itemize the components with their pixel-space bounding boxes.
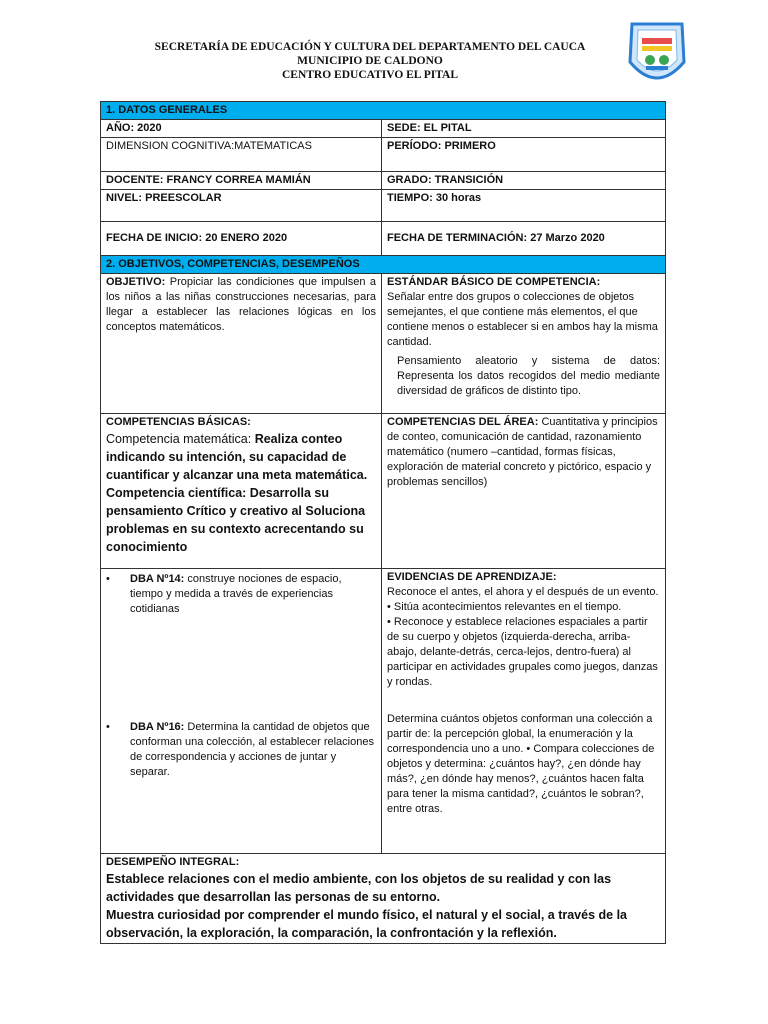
- desempeno-integral-cell: [101, 854, 666, 944]
- evidencia-1: Reconoce el antes, el ahora y el después de un evento.: [387, 586, 659, 598]
- competencia-cientifica: Competencia científica: Desarrolla su pensamiento Crítico y creativo al Soluciona problemas en su contexto acrecentando su conocimiento: [106, 486, 366, 554]
- estandar-label: ESTÁNDAR BÁSICO DE COMPETENCIA:: [387, 276, 601, 288]
- bullet-icon: •: [106, 573, 110, 585]
- evidencia-4: Determina cuántos objetos conforman una colección a partir de: la percepción global, la enumeración y la correspondencia uno a uno. • Compara colecciones de objetos y determina: ¿cuántos hay?, ¿en dónde hay más?, ¿en dónde hay menos?, ¿cuántos hacen falta para tener la misma cantidad?, ¿cuántos le sobran?, entre otras.: [387, 713, 655, 815]
- evidencias-cell: [382, 569, 666, 854]
- desempeno-text-2: Muestra curiosidad por comprender el mundo físico, el natural y el social, a través de la observación, la exploración, la comparación, la confrontación y la reflexión.: [106, 908, 627, 940]
- planning-table: [100, 101, 666, 944]
- sede-cell: SEDE: EL PITAL: [382, 120, 666, 138]
- document-header: [120, 40, 620, 82]
- competencias-basicas-label: COMPETENCIAS BÁSICAS:: [106, 416, 251, 428]
- competencia-matematica-label: Competencia matemática:: [106, 432, 252, 446]
- competencias-area-text: Cuantitativa y principios de conteo, comunicación de cantidad, razonamiento matemático (numero –cantidad, formas físicas, exploración de material concreto y pictórico, espacio y problemas sencillos): [387, 416, 658, 488]
- competencia-matematica-text: Realiza conteo indicando su intención, su capacidad de cuantificar y alcanzar una meta matemática.: [106, 432, 368, 482]
- bullet-icon: •: [106, 721, 110, 733]
- dimension-cell: DIMENSION COGNITIVA:MATEMATICAS: [101, 138, 382, 172]
- dba-16-text: Determina la cantidad de objetos que conforman una colección, al establecer relaciones de correspondencia y acciones de juntar y separar.: [130, 721, 374, 778]
- dba-16-item: [106, 720, 376, 780]
- objetivo-label: OBJETIVO:: [106, 276, 166, 288]
- header-line-2: MUNICIPIO DE CALDONO: [297, 55, 443, 67]
- evidencia-2: • Sitúa acontecimientos relevantes en el tiempo.: [387, 601, 622, 613]
- header-line-3: CENTRO EDUCATIVO EL PITAL: [281, 69, 459, 81]
- desempeno-text-1: Establece relaciones con el medio ambiente, con los objetos de su realidad y con las actividades que desarrollan las personas de su entorno.: [106, 872, 612, 904]
- nivel-cell: NIVEL: PREESCOLAR: [101, 190, 382, 222]
- dba-16-label: DBA Nº16:: [130, 721, 185, 733]
- fecha-inicio-cell: FECHA DE INICIO: 20 ENERO 2020: [101, 222, 382, 256]
- header-line-1: SECRETARÍA DE EDUCACIÓN Y CULTURA DEL DEPARTAMENTO DEL CAUCA: [154, 41, 586, 53]
- anio-cell: AÑO: 2020: [101, 120, 382, 138]
- dba-14-label: DBA Nº14:: [130, 573, 185, 585]
- section-2-title: 2. OBJETIVOS, COMPETENCIAS, DESEMPEÑOS: [101, 256, 666, 274]
- estandar-text-2: Pensamiento aleatorio y sistema de datos: Representa los datos recogidos del medio mediante diversidad de gráficos de distinto tipo.: [397, 355, 661, 397]
- periodo-cell: PERÍODO: PRIMERO: [382, 138, 666, 172]
- tiempo-cell: TIEMPO: 30 horas: [382, 190, 666, 222]
- estandar-text: Señalar entre dos grupos o colecciones de objetos semejantes, el que contiene más elementos, el que contiene menos o establecer si en ambos hay la misma cantidad.: [387, 291, 658, 348]
- evidencias-label: EVIDENCIAS DE APRENDIZAJE:: [387, 571, 557, 583]
- competencia-matematica: [106, 430, 376, 484]
- dba-cell: [101, 569, 382, 854]
- grado-cell: GRADO: TRANSICIÓN: [382, 172, 666, 190]
- competencias-basicas-cell: [101, 414, 382, 569]
- desempeno-label: DESEMPEÑO INTEGRAL:: [106, 856, 240, 868]
- dba-14-item: [106, 572, 376, 617]
- objetivo-text: Propiciar las condiciones que impulsen a los niños a las niñas construcciones necesarias, para llegar a establecer las relaciones lógicas en los conceptos matemáticos.: [106, 276, 376, 333]
- docente-cell: DOCENTE: FRANCY CORREA MAMIÁN: [101, 172, 382, 190]
- section-1-title: 1. DATOS GENERALES: [101, 102, 666, 120]
- fecha-fin-cell: FECHA DE TERMINACIÓN: 27 Marzo 2020: [382, 222, 666, 256]
- competencias-area-cell: [382, 414, 666, 569]
- objetivo-cell: [101, 274, 382, 414]
- competencias-area-label: COMPETENCIAS DEL ÁREA:: [387, 416, 539, 428]
- estandar-cell: [382, 274, 666, 414]
- dba-14-text: construye nociones de espacio, tiempo y medida a través de experiencias cotidianas: [130, 573, 342, 615]
- school-crest-icon: [626, 20, 688, 94]
- evidencia-3: • Reconoce y establece relaciones espaciales a partir de su cuerpo y objetos (izquierda-derecha, arriba-abajo, delante-detrás, cerca-lejos, dentro-fuera) al participar en actividades grupales como juegos, danzas y rondas.: [387, 616, 658, 688]
